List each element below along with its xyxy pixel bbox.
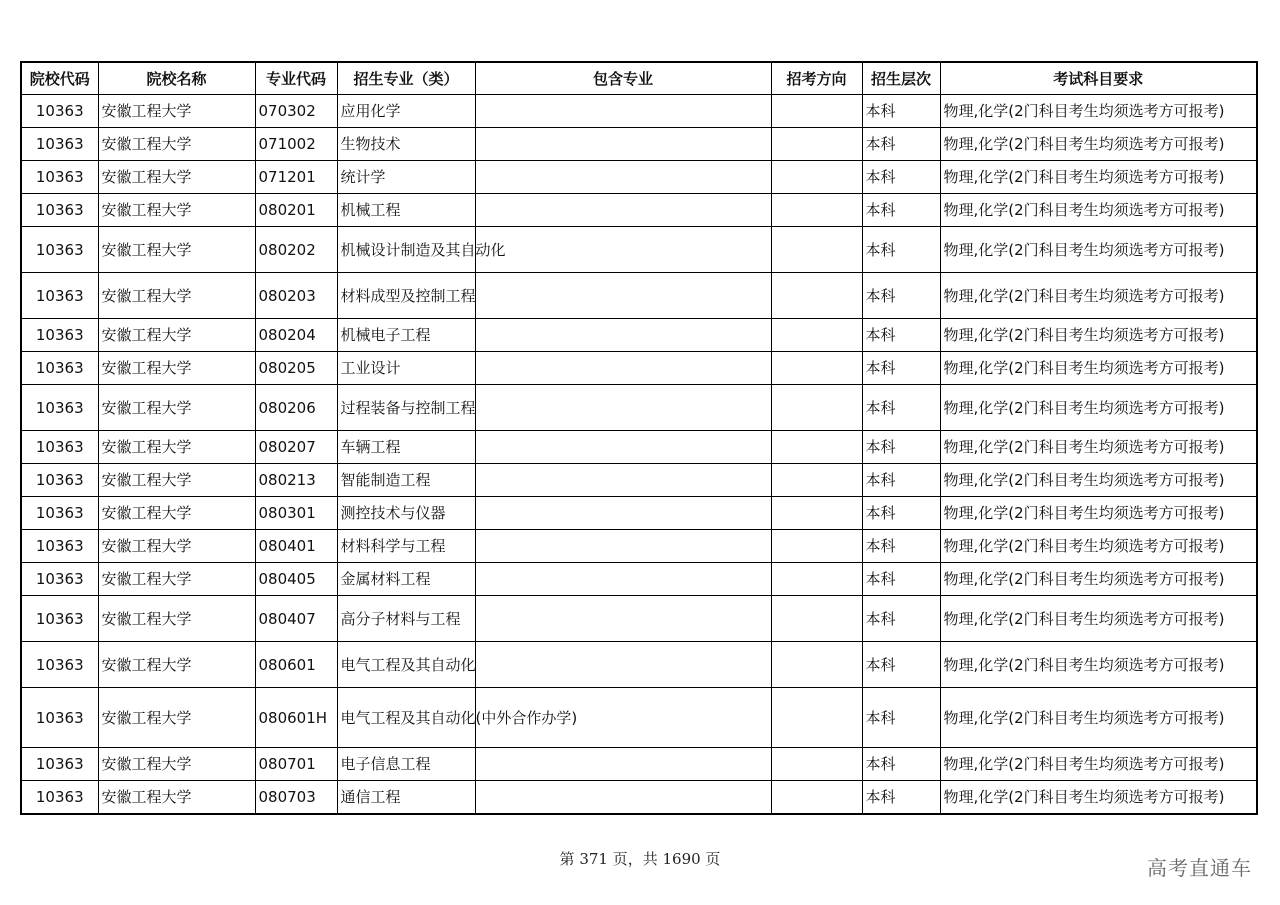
cell-school-code: 10363 [21,563,98,596]
cell-includes [475,596,771,642]
cell-includes [475,385,771,431]
cell-subjects: 物理,化学(2门科目考生均须选考方可报考) [940,781,1257,814]
cell-direction [771,385,862,431]
cell-major: 电气工程及其自动化 [337,642,475,688]
cell-school-name: 安徽工程大学 [98,781,255,814]
cell-direction [771,431,862,464]
cell-school-name: 安徽工程大学 [98,748,255,781]
cell-school-code: 10363 [21,352,98,385]
cell-direction [771,748,862,781]
cell-direction [771,563,862,596]
cell-major: 车辆工程 [337,431,475,464]
cell-subjects: 物理,化学(2门科目考生均须选考方可报考) [940,530,1257,563]
page-number: 第 371 页，共 1690 页 [559,850,721,868]
cell-level: 本科 [862,194,940,227]
table-row [21,385,1257,431]
cell-major-code: 080703 [255,781,337,814]
cell-major-code: 070302 [255,95,337,128]
cell-subjects: 物理,化学(2门科目考生均须选考方可报考) [940,352,1257,385]
header-direction: 招考方向 [771,62,862,95]
cell-level: 本科 [862,748,940,781]
cell-level: 本科 [862,319,940,352]
cell-school-name: 安徽工程大学 [98,688,255,748]
cell-level: 本科 [862,95,940,128]
table-row [21,596,1257,642]
cell-subjects: 物理,化学(2门科目考生均须选考方可报考) [940,161,1257,194]
cell-subjects: 物理,化学(2门科目考生均须选考方可报考) [940,431,1257,464]
cell-major-code: 080407 [255,596,337,642]
cell-major: 机械设计制造及其自动化 [337,227,475,273]
cell-major-code: 080205 [255,352,337,385]
cell-school-code: 10363 [21,781,98,814]
table-row [21,161,1257,194]
cell-major-code: 080213 [255,464,337,497]
table-row [21,194,1257,227]
cell-includes [475,497,771,530]
cell-level: 本科 [862,128,940,161]
header-major-code: 专业代码 [255,62,337,95]
cell-school-name: 安徽工程大学 [98,596,255,642]
table-body [21,95,1257,814]
cell-major: 高分子材料与工程 [337,596,475,642]
cell-direction [771,227,862,273]
table-row [21,227,1257,273]
cell-subjects: 物理,化学(2门科目考生均须选考方可报考) [940,596,1257,642]
cell-subjects: 物理,化学(2门科目考生均须选考方可报考) [940,497,1257,530]
cell-direction [771,688,862,748]
cell-includes [475,431,771,464]
cell-direction [771,95,862,128]
cell-major-code: 080203 [255,273,337,319]
table-row [21,319,1257,352]
cell-school-name: 安徽工程大学 [98,385,255,431]
watermark-text: 高考直通车 [1147,856,1252,880]
cell-school-code: 10363 [21,688,98,748]
cell-school-code: 10363 [21,319,98,352]
cell-level: 本科 [862,688,940,748]
cell-major: 统计学 [337,161,475,194]
cell-major: 电子信息工程 [337,748,475,781]
cell-school-code: 10363 [21,497,98,530]
cell-subjects: 物理,化学(2门科目考生均须选考方可报考) [940,642,1257,688]
cell-school-name: 安徽工程大学 [98,563,255,596]
cell-major-code: 080201 [255,194,337,227]
table-row [21,352,1257,385]
cell-includes [475,781,771,814]
cell-level: 本科 [862,431,940,464]
cell-subjects: 物理,化学(2门科目考生均须选考方可报考) [940,273,1257,319]
cell-school-name: 安徽工程大学 [98,194,255,227]
table-row [21,781,1257,814]
cell-major: 通信工程 [337,781,475,814]
cell-subjects: 物理,化学(2门科目考生均须选考方可报考) [940,194,1257,227]
cell-major: 材料科学与工程 [337,530,475,563]
cell-direction [771,194,862,227]
cell-direction [771,497,862,530]
table-row [21,642,1257,688]
cell-includes [475,227,771,273]
cell-major: 电气工程及其自动化(中外合作办学) [337,688,475,748]
cell-level: 本科 [862,563,940,596]
cell-includes [475,530,771,563]
cell-direction [771,319,862,352]
cell-major-code: 080207 [255,431,337,464]
cell-school-name: 安徽工程大学 [98,464,255,497]
cell-includes [475,95,771,128]
admissions-table [20,61,1258,815]
cell-major: 机械电子工程 [337,319,475,352]
cell-direction [771,161,862,194]
cell-level: 本科 [862,385,940,431]
cell-school-name: 安徽工程大学 [98,128,255,161]
table-row [21,464,1257,497]
cell-school-code: 10363 [21,431,98,464]
cell-major: 应用化学 [337,95,475,128]
cell-school-code: 10363 [21,161,98,194]
cell-major-code: 080206 [255,385,337,431]
cell-major-code: 080405 [255,563,337,596]
cell-includes [475,161,771,194]
cell-major-code: 080701 [255,748,337,781]
cell-school-code: 10363 [21,95,98,128]
cell-level: 本科 [862,352,940,385]
cell-school-name: 安徽工程大学 [98,642,255,688]
header-school-name: 院校名称 [98,62,255,95]
cell-major: 工业设计 [337,352,475,385]
cell-direction [771,273,862,319]
cell-major-code: 080401 [255,530,337,563]
cell-subjects: 物理,化学(2门科目考生均须选考方可报考) [940,563,1257,596]
cell-school-code: 10363 [21,642,98,688]
cell-school-name: 安徽工程大学 [98,431,255,464]
cell-school-code: 10363 [21,194,98,227]
cell-school-code: 10363 [21,273,98,319]
cell-level: 本科 [862,464,940,497]
cell-major-code: 080301 [255,497,337,530]
cell-includes [475,748,771,781]
cell-subjects: 物理,化学(2门科目考生均须选考方可报考) [940,319,1257,352]
cell-includes [475,642,771,688]
cell-major: 材料成型及控制工程 [337,273,475,319]
cell-school-name: 安徽工程大学 [98,530,255,563]
header-level: 招生层次 [862,62,940,95]
cell-school-name: 安徽工程大学 [98,497,255,530]
cell-level: 本科 [862,497,940,530]
cell-subjects: 物理,化学(2门科目考生均须选考方可报考) [940,227,1257,273]
cell-major-code: 071201 [255,161,337,194]
cell-level: 本科 [862,642,940,688]
cell-school-code: 10363 [21,227,98,273]
table-header-row [21,62,1257,95]
table-row [21,497,1257,530]
cell-subjects: 物理,化学(2门科目考生均须选考方可报考) [940,385,1257,431]
cell-direction [771,596,862,642]
cell-direction [771,530,862,563]
cell-includes [475,352,771,385]
cell-school-name: 安徽工程大学 [98,95,255,128]
cell-direction [771,352,862,385]
cell-direction [771,642,862,688]
cell-school-code: 10363 [21,530,98,563]
cell-direction [771,464,862,497]
cell-major: 过程装备与控制工程 [337,385,475,431]
cell-includes [475,319,771,352]
table-row [21,530,1257,563]
cell-major: 机械工程 [337,194,475,227]
cell-school-name: 安徽工程大学 [98,273,255,319]
cell-level: 本科 [862,227,940,273]
header-major: 招生专业（类） [337,62,475,95]
cell-major-code: 071002 [255,128,337,161]
cell-direction [771,781,862,814]
cell-school-code: 10363 [21,464,98,497]
cell-major: 金属材料工程 [337,563,475,596]
table-row [21,95,1257,128]
table-row [21,563,1257,596]
table-row [21,431,1257,464]
cell-school-name: 安徽工程大学 [98,227,255,273]
cell-level: 本科 [862,596,940,642]
cell-school-name: 安徽工程大学 [98,352,255,385]
cell-includes [475,128,771,161]
cell-includes [475,273,771,319]
cell-subjects: 物理,化学(2门科目考生均须选考方可报考) [940,128,1257,161]
cell-subjects: 物理,化学(2门科目考生均须选考方可报考) [940,748,1257,781]
cell-major-code: 080601 [255,642,337,688]
cell-level: 本科 [862,530,940,563]
cell-major: 智能制造工程 [337,464,475,497]
header-subjects: 考试科目要求 [940,62,1257,95]
cell-includes [475,194,771,227]
cell-level: 本科 [862,781,940,814]
cell-subjects: 物理,化学(2门科目考生均须选考方可报考) [940,464,1257,497]
table-row [21,128,1257,161]
cell-subjects: 物理,化学(2门科目考生均须选考方可报考) [940,95,1257,128]
cell-major: 生物技术 [337,128,475,161]
cell-subjects: 物理,化学(2门科目考生均须选考方可报考) [940,688,1257,748]
cell-direction [771,128,862,161]
cell-school-code: 10363 [21,748,98,781]
cell-school-code: 10363 [21,128,98,161]
cell-major: 测控技术与仪器 [337,497,475,530]
header-school-code: 院校代码 [21,62,98,95]
cell-includes [475,563,771,596]
cell-major-code: 080202 [255,227,337,273]
cell-school-code: 10363 [21,596,98,642]
cell-school-code: 10363 [21,385,98,431]
table-row [21,273,1257,319]
cell-level: 本科 [862,161,940,194]
cell-major-code: 080204 [255,319,337,352]
cell-school-name: 安徽工程大学 [98,319,255,352]
cell-level: 本科 [862,273,940,319]
table-row [21,688,1257,748]
header-includes: 包含专业 [475,62,771,95]
cell-major-code: 080601H [255,688,337,748]
table-row [21,748,1257,781]
cell-school-name: 安徽工程大学 [98,161,255,194]
cell-includes [475,464,771,497]
